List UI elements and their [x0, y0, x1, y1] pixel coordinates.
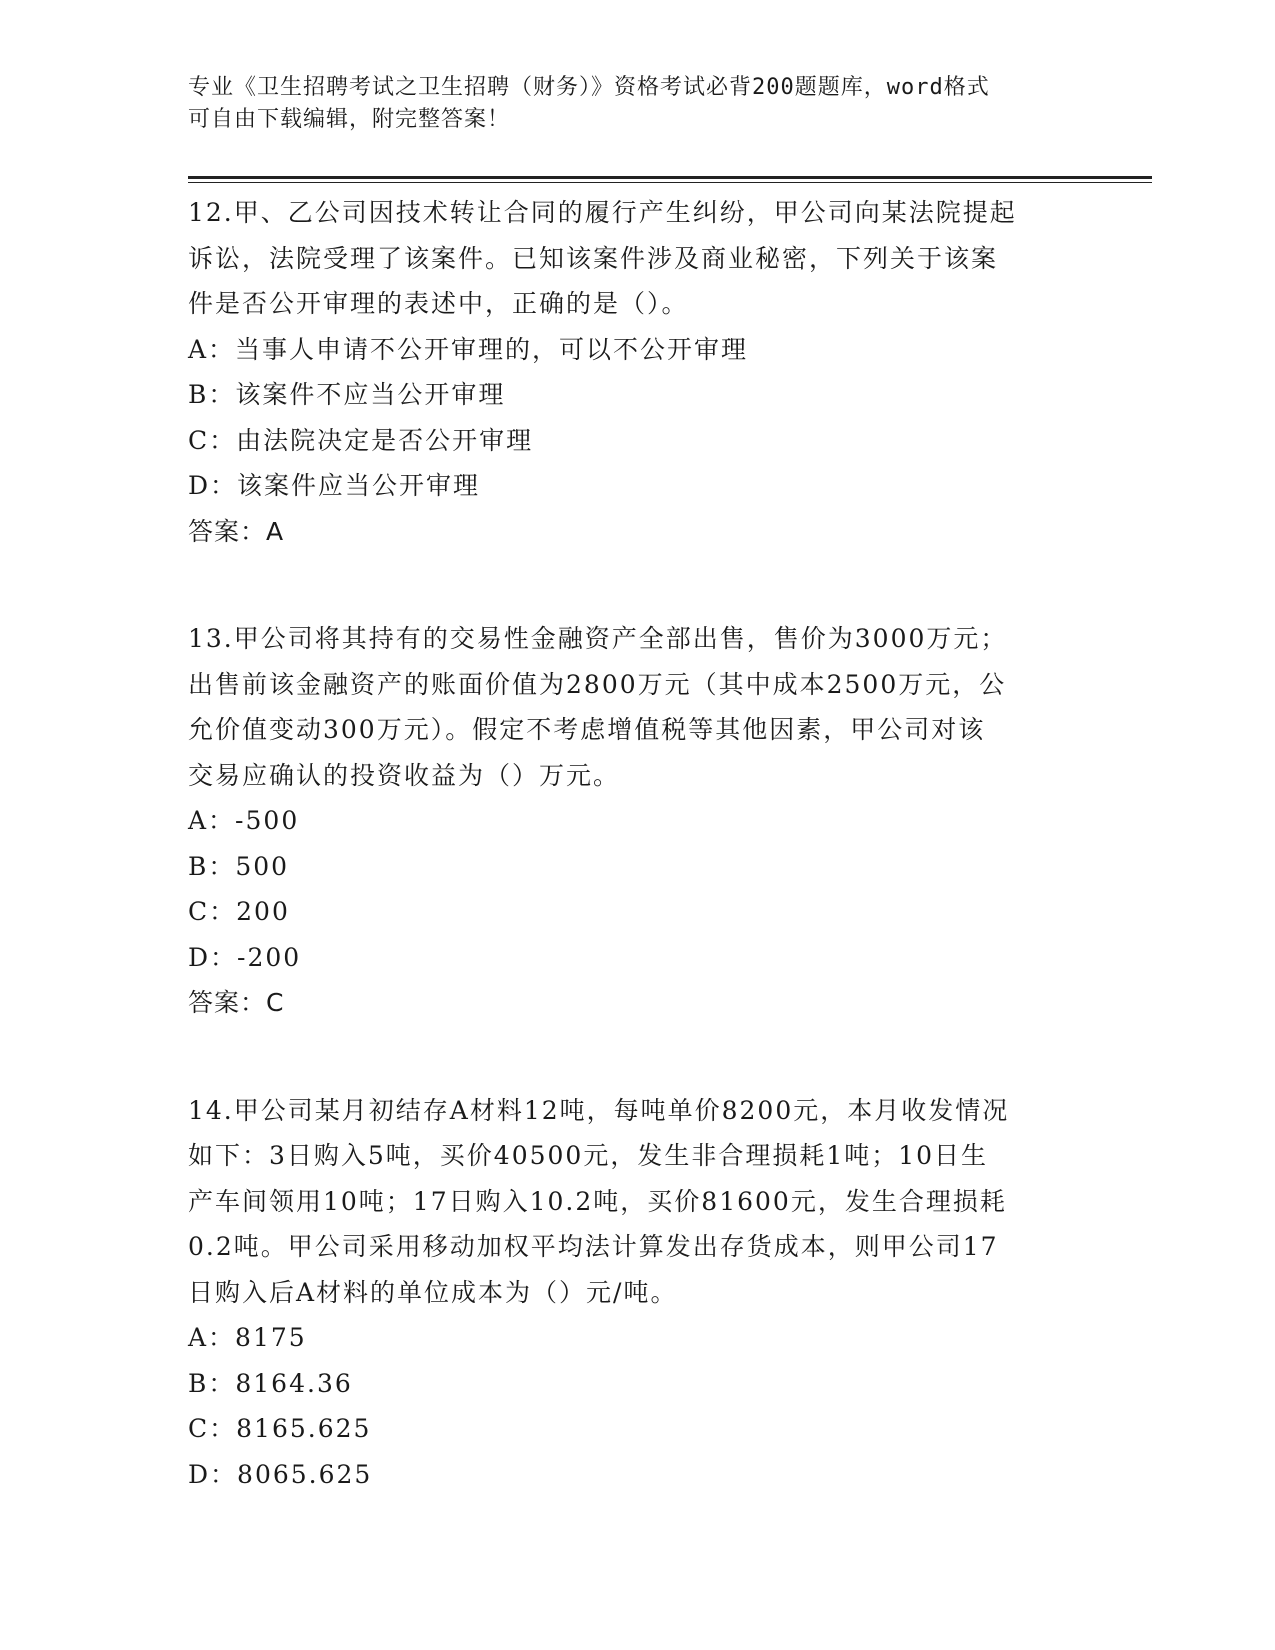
option-d: D：-200 — [188, 942, 302, 972]
question-text-line: 日购入后A材料的单位成本为（）元/吨。 — [188, 1277, 678, 1307]
question-12 — [188, 190, 1088, 554]
question-text-line: 出售前该金融资产的账面价值为2800万元（其中成本2500万元，公 — [188, 669, 1007, 699]
question-text-line: 0.2吨。甲公司采用移动加权平均法计算发出存货成本，则甲公司17 — [188, 1232, 999, 1261]
question-13 — [188, 616, 1088, 1026]
option-c: C：由法院决定是否公开审理 — [188, 425, 534, 455]
option-c: C：8165.625 — [188, 1414, 372, 1443]
question-list — [188, 190, 1088, 1559]
question-14 — [188, 1088, 1088, 1498]
header-line: 专业《卫生招聘考试之卫生招聘（财务）》资格考试必背200题题库，word格式 — [188, 75, 990, 100]
question-text-line: 产车间领用10吨；17日购入10.2吨，买价81600元，发生合理损耗 — [188, 1186, 1007, 1216]
header-divider-thick — [188, 176, 1152, 179]
question-text-line: 14.甲公司某月初结存A材料12吨，每吨单价8200元，本月收发情况 — [188, 1095, 1010, 1125]
document-header — [188, 72, 1068, 136]
header-divider-thin — [188, 182, 1152, 183]
question-text-line: 允价值变动300万元）。假定不考虑增值税等其他因素，甲公司对该 — [188, 715, 986, 744]
question-text-line: 诉讼，法院受理了该案件。已知该案件涉及商业秘密，下列关于该案 — [188, 243, 999, 273]
option-a: A：8175 — [188, 1323, 307, 1352]
question-text-line: 交易应确认的投资收益为（）万元。 — [188, 760, 621, 790]
question-text-line: 13.甲公司将其持有的交易性金融资产全部出售，售价为3000万元； — [188, 624, 1008, 653]
option-b: B：8164.36 — [188, 1368, 353, 1398]
question-text-line: 12.甲、乙公司因技术转让合同的履行产生纠纷，甲公司向某法院提起 — [188, 198, 1017, 227]
question-text-line: 件是否公开审理的表述中，正确的是（）。 — [188, 289, 689, 318]
option-c: C：200 — [188, 897, 290, 926]
question-text-line: 如下：3日购入5吨，买价40500元，发生非合理损耗1吨；10日生 — [188, 1141, 989, 1170]
option-b: B：500 — [188, 851, 290, 881]
option-b: B：该案件不应当公开审理 — [188, 380, 506, 409]
answer-label: 答案：A — [188, 516, 285, 546]
header-line: 可自由下载编辑，附完整答案！ — [188, 107, 511, 132]
option-d: D：8065.625 — [188, 1459, 373, 1489]
option-a: A：当事人申请不公开审理的，可以不公开审理 — [188, 334, 749, 364]
answer-label: 答案：C — [188, 988, 285, 1017]
option-d: D：该案件应当公开审理 — [188, 471, 481, 500]
option-a: A：-500 — [188, 806, 300, 835]
